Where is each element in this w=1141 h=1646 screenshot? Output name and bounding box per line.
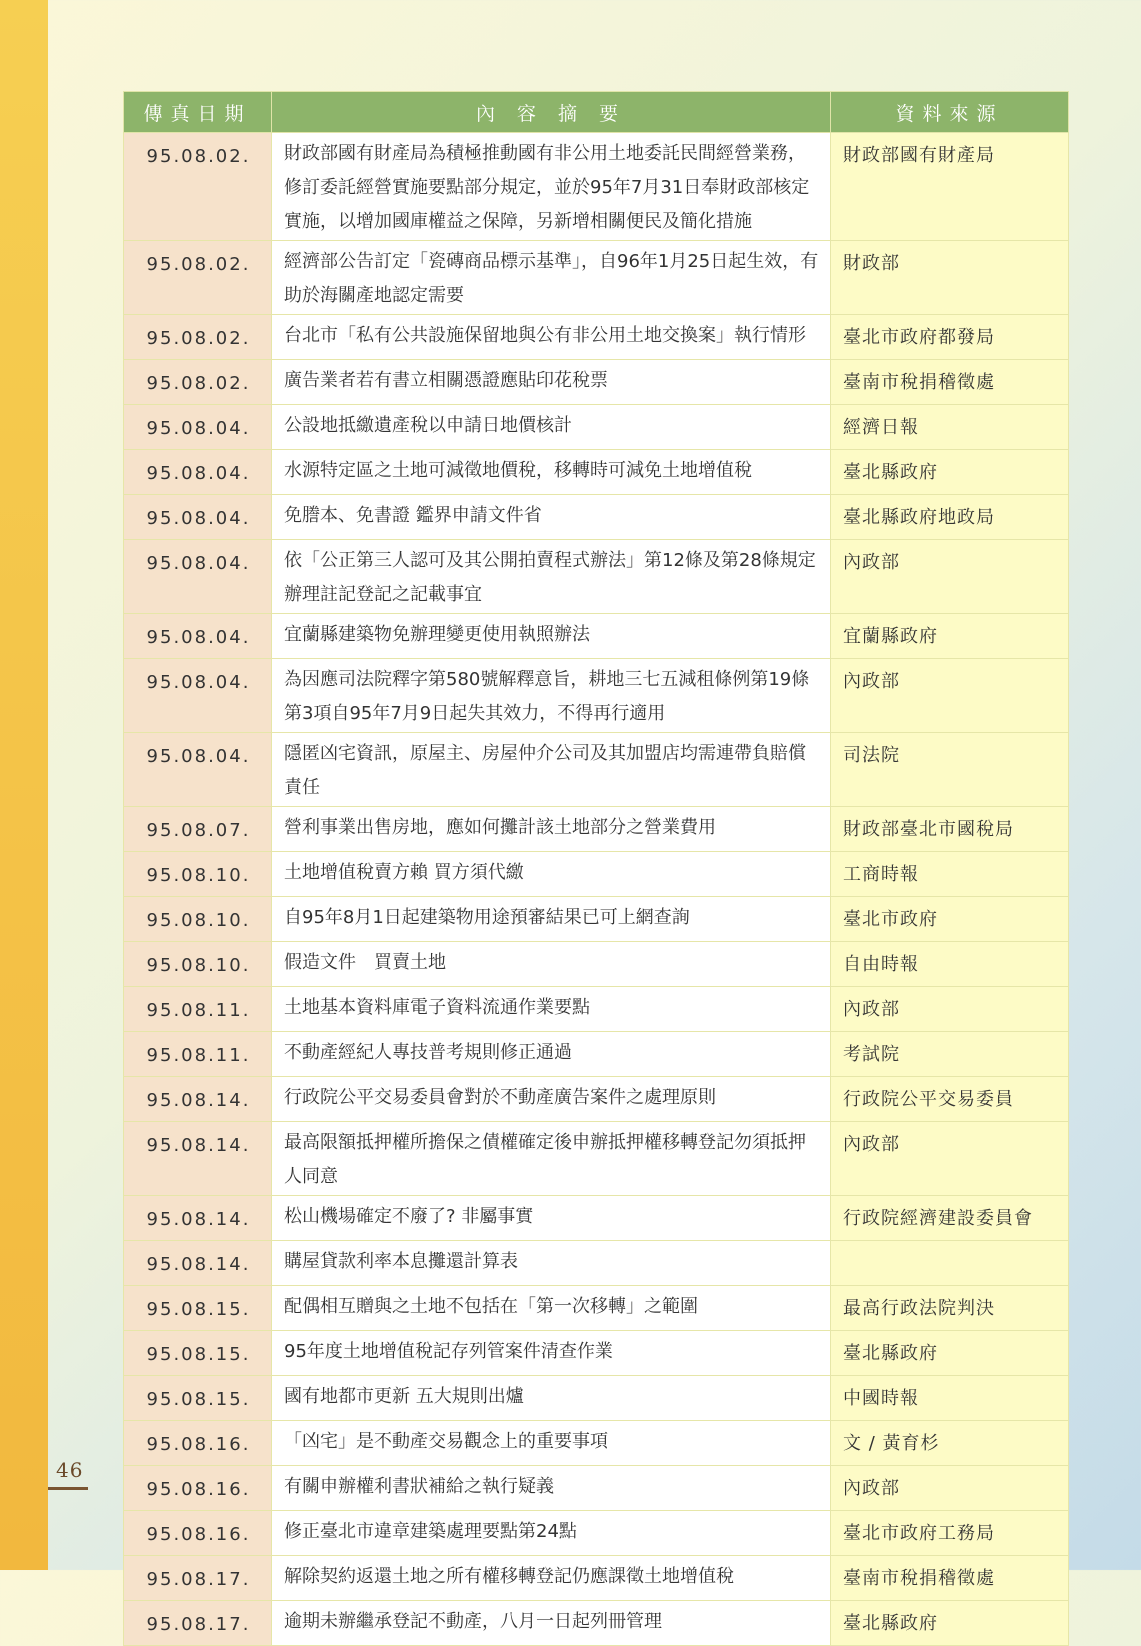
summary-cell: 行政院公平交易委員會對於不動產廣告案件之處理原則	[272, 1077, 831, 1122]
date-cell: 95.08.10.	[124, 897, 272, 942]
table-body	[124, 133, 1069, 1646]
table-row	[124, 1376, 1069, 1421]
table-row	[124, 540, 1069, 614]
source-cell: 行政院公平交易委員	[831, 1077, 1069, 1122]
table-header-row	[124, 92, 1069, 133]
table-row	[124, 942, 1069, 987]
summary-cell: 配偶相互贈與之土地不包括在「第一次移轉」之範圍	[272, 1286, 831, 1331]
table-row	[124, 807, 1069, 852]
source-cell: 內政部	[831, 987, 1069, 1032]
date-cell: 95.08.17.	[124, 1601, 272, 1646]
table-row	[124, 897, 1069, 942]
date-cell: 95.08.11.	[124, 1032, 272, 1077]
date-cell: 95.08.14.	[124, 1122, 272, 1196]
date-cell: 95.08.16.	[124, 1511, 272, 1556]
source-cell: 內政部	[831, 1466, 1069, 1511]
summary-cell: 廣告業者若有書立相關憑證應貼印花稅票	[272, 360, 831, 405]
date-cell: 95.08.15.	[124, 1331, 272, 1376]
summary-cell: 營利事業出售房地，應如何攤計該土地部分之營業費用	[272, 807, 831, 852]
summary-cell: 松山機場確定不廢了? 非屬事實	[272, 1196, 831, 1241]
date-cell: 95.08.15.	[124, 1376, 272, 1421]
date-cell: 95.08.04.	[124, 733, 272, 807]
source-cell	[831, 1241, 1069, 1286]
table-row	[124, 450, 1069, 495]
summary-cell: 不動產經紀人專技普考規則修正通過	[272, 1032, 831, 1077]
table-row	[124, 1511, 1069, 1556]
table-row	[124, 241, 1069, 315]
header-date: 傳真日期	[124, 92, 272, 133]
date-cell: 95.08.07.	[124, 807, 272, 852]
summary-cell: 解除契約返還土地之所有權移轉登記仍應課徵土地增值稅	[272, 1556, 831, 1601]
source-cell: 內政部	[831, 540, 1069, 614]
table-row	[124, 1466, 1069, 1511]
side-stripe	[0, 0, 48, 1570]
source-cell: 財政部	[831, 241, 1069, 315]
date-cell: 95.08.04.	[124, 450, 272, 495]
source-cell: 行政院經濟建設委員會	[831, 1196, 1069, 1241]
date-cell: 95.08.16.	[124, 1421, 272, 1466]
source-cell: 臺北縣政府	[831, 1601, 1069, 1646]
summary-cell: 隱匿凶宅資訊，原屋主、房屋仲介公司及其加盟店均需連帶負賠償責任	[272, 733, 831, 807]
table-row	[124, 1196, 1069, 1241]
source-cell: 臺北縣政府地政局	[831, 495, 1069, 540]
summary-cell: 經濟部公告訂定「瓷磚商品標示基準」，自96年1月25日起生效，有助於海關產地認定需要	[272, 241, 831, 315]
summary-cell: 土地基本資料庫電子資料流通作業要點	[272, 987, 831, 1032]
table-row	[124, 1032, 1069, 1077]
date-cell: 95.08.04.	[124, 405, 272, 450]
date-cell: 95.08.10.	[124, 852, 272, 897]
table-row	[124, 852, 1069, 897]
table-row	[124, 495, 1069, 540]
table-row	[124, 1556, 1069, 1601]
source-cell: 考試院	[831, 1032, 1069, 1077]
table-row	[124, 1286, 1069, 1331]
source-cell: 文 / 黃育杉	[831, 1421, 1069, 1466]
date-cell: 95.08.14.	[124, 1196, 272, 1241]
table-row	[124, 1331, 1069, 1376]
summary-cell: 國有地都市更新 五大規則出爐	[272, 1376, 831, 1421]
date-cell: 95.08.02.	[124, 241, 272, 315]
date-cell: 95.08.14.	[124, 1077, 272, 1122]
table-row	[124, 733, 1069, 807]
table-row	[124, 614, 1069, 659]
source-cell: 臺北縣政府	[831, 450, 1069, 495]
table-row	[124, 1077, 1069, 1122]
date-cell: 95.08.17.	[124, 1556, 272, 1601]
summary-cell: 假造文件 買賣土地	[272, 942, 831, 987]
date-cell: 95.08.11.	[124, 987, 272, 1032]
table-row	[124, 1601, 1069, 1646]
summary-cell: 95年度土地增值稅記存列管案件清查作業	[272, 1331, 831, 1376]
table-row	[124, 1241, 1069, 1286]
source-cell: 中國時報	[831, 1376, 1069, 1421]
table-row	[124, 659, 1069, 733]
source-cell: 司法院	[831, 733, 1069, 807]
summary-cell: 「凶宅」是不動產交易觀念上的重要事項	[272, 1421, 831, 1466]
summary-cell: 財政部國有財產局為積極推動國有非公用土地委託民間經營業務，修訂委託經營實施要點部分規定，並於95年7月31日奉財政部核定實施，以增加國庫權益之保障，另新增相關便民及簡化措施	[272, 133, 831, 241]
source-cell: 臺南市稅捐稽徵處	[831, 360, 1069, 405]
date-cell: 95.08.02.	[124, 315, 272, 360]
source-cell: 工商時報	[831, 852, 1069, 897]
date-cell: 95.08.04.	[124, 495, 272, 540]
summary-cell: 逾期未辦繼承登記不動產，八月一日起列冊管理	[272, 1601, 831, 1646]
date-cell: 95.08.02.	[124, 133, 272, 241]
summary-cell: 土地增值稅賣方賴 買方須代繳	[272, 852, 831, 897]
summary-cell: 公設地抵繳遺產稅以申請日地價核計	[272, 405, 831, 450]
header-summary: 內 容 摘 要	[272, 92, 831, 133]
fax-summary-table	[123, 91, 1069, 1646]
date-cell: 95.08.04.	[124, 659, 272, 733]
date-cell: 95.08.15.	[124, 1286, 272, 1331]
summary-cell: 依「公正第三人認可及其公開拍賣程式辦法」第12條及第28條規定辦理註記登記之記載事宜	[272, 540, 831, 614]
date-cell: 95.08.04.	[124, 614, 272, 659]
source-cell: 臺北市政府	[831, 897, 1069, 942]
date-cell: 95.08.02.	[124, 360, 272, 405]
source-cell: 臺南市稅捐稽徵處	[831, 1556, 1069, 1601]
source-cell: 經濟日報	[831, 405, 1069, 450]
summary-cell: 宜蘭縣建築物免辦理變更使用執照辦法	[272, 614, 831, 659]
page-rule	[48, 1487, 88, 1490]
source-cell: 臺北縣政府	[831, 1331, 1069, 1376]
summary-cell: 自95年8月1日起建築物用途預審結果已可上網查詢	[272, 897, 831, 942]
table-row	[124, 315, 1069, 360]
header-source: 資料來源	[831, 92, 1069, 133]
date-cell: 95.08.04.	[124, 540, 272, 614]
table-row	[124, 987, 1069, 1032]
summary-cell: 購屋貸款利率本息攤還計算表	[272, 1241, 831, 1286]
summary-cell: 修正臺北市違章建築處理要點第24點	[272, 1511, 831, 1556]
summary-cell: 免謄本、免書證 鑑界申請文件省	[272, 495, 831, 540]
source-cell: 最高行政法院判決	[831, 1286, 1069, 1331]
source-cell: 宜蘭縣政府	[831, 614, 1069, 659]
source-cell: 內政部	[831, 1122, 1069, 1196]
summary-cell: 水源特定區之土地可減徵地價稅，移轉時可減免土地增值稅	[272, 450, 831, 495]
date-cell: 95.08.16.	[124, 1466, 272, 1511]
source-cell: 自由時報	[831, 942, 1069, 987]
source-cell: 臺北市政府都發局	[831, 315, 1069, 360]
table-row	[124, 360, 1069, 405]
summary-cell: 最高限額抵押權所擔保之債權確定後申辦抵押權移轉登記勿須抵押人同意	[272, 1122, 831, 1196]
table-row	[124, 405, 1069, 450]
summary-cell: 有關申辦權利書狀補給之執行疑義	[272, 1466, 831, 1511]
date-cell: 95.08.10.	[124, 942, 272, 987]
source-cell: 財政部臺北市國稅局	[831, 807, 1069, 852]
table-row	[124, 1421, 1069, 1466]
source-cell: 內政部	[831, 659, 1069, 733]
source-cell: 財政部國有財產局	[831, 133, 1069, 241]
summary-cell: 為因應司法院釋字第580號解釋意旨，耕地三七五減租條例第19條第3項自95年7月9日起失其效力，不得再行適用	[272, 659, 831, 733]
source-cell: 臺北市政府工務局	[831, 1511, 1069, 1556]
summary-cell: 台北市「私有公共設施保留地與公有非公用土地交換案」執行情形	[272, 315, 831, 360]
table-row	[124, 133, 1069, 241]
table-row	[124, 1122, 1069, 1196]
page-number: 46	[56, 1458, 84, 1482]
date-cell: 95.08.14.	[124, 1241, 272, 1286]
